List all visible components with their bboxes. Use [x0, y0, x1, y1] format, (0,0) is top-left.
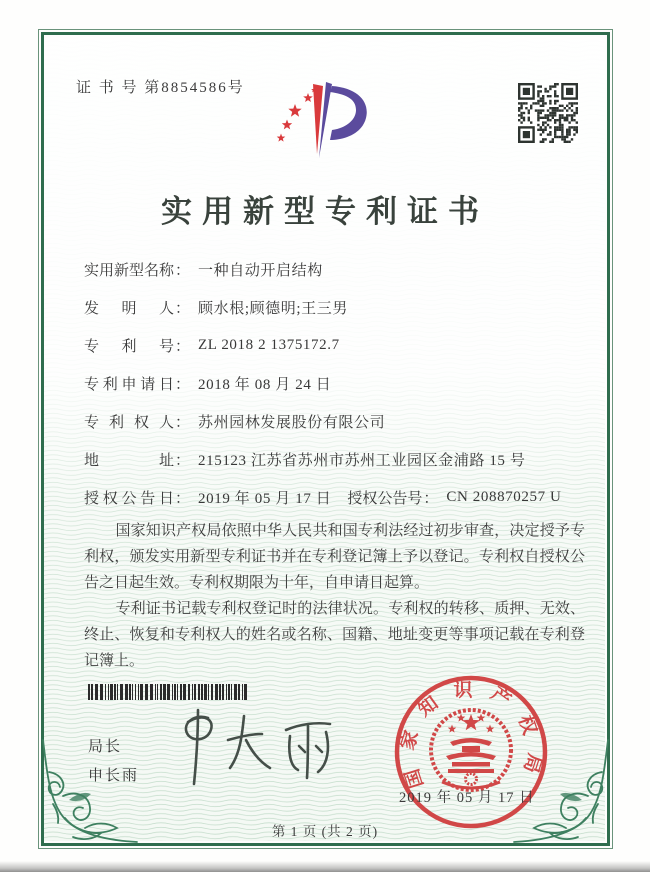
field-value-patent-no: ZL 2018 2 1375172.7: [198, 336, 340, 353]
field-colon: ：: [175, 300, 191, 317]
field-label-name: 实用新型名称: [84, 262, 175, 279]
field-row-patent-no: [84, 326, 589, 364]
field-row-patentee: [84, 402, 589, 440]
field-value-name: 一种自动开启结构: [198, 262, 323, 279]
field-label-patent-no: 专利号: [84, 338, 174, 355]
corner-flourish-right: [512, 738, 612, 846]
field-colon: ：: [175, 490, 191, 507]
seal-date: 2019 年 05 月 17 日: [399, 790, 535, 806]
field-row-inventor: [84, 288, 589, 326]
scan-edge-shadow: [0, 861, 650, 872]
field-value-grant-date: 2019 年 05 月 17 日: [198, 490, 332, 507]
field-label-patentee: 专利权人: [84, 414, 174, 431]
field-value-grant-no: CN 208870257 U: [446, 488, 562, 505]
body-paragraph-1: 国家知识产权局依照中华人民共和国专利法经过初步审查，决定授予专利权，颁发实用新型专利证书并在专利登记簿上予以登记。专利权自授权公告之日起生效。专利权期限为十年，自申请日起算。: [84, 523, 585, 591]
field-label-grant-no: 授权公告号: [347, 490, 423, 507]
certificate-title: 实用新型专利证书: [161, 194, 489, 229]
body-paragraph-2: 专利证书记载专利权登记时的法律状况。专利权的转移、质押、无效、终止、恢复和专利权人的姓名或名称、国籍、地址变更等事项记载在专利登记簿上。: [84, 601, 585, 669]
certificate-number: 证 书 号 第8854586号: [76, 80, 245, 96]
seal-text: 国家知识产权局: [397, 680, 545, 791]
field-label-inventor: 发明人: [84, 300, 174, 317]
legal-text: [84, 518, 585, 674]
national-emblem: [431, 710, 511, 790]
field-row-address: [84, 440, 589, 478]
field-colon: ：: [423, 490, 439, 507]
director-signature: [158, 706, 348, 788]
field-list: [84, 250, 589, 516]
page-footer: 第 1 页 (共 2 页): [271, 824, 379, 839]
field-colon: ：: [175, 376, 191, 393]
field-row-name: [84, 250, 589, 288]
director-title: 局长: [88, 739, 123, 755]
field-colon: ：: [175, 262, 191, 279]
field-row-grant: [84, 478, 589, 516]
field-label-address: 地址: [84, 452, 174, 469]
field-label-grant-date: 授权公告日: [84, 490, 174, 507]
field-grant-no-group: [347, 487, 561, 508]
corner-flourish-left: [39, 738, 139, 846]
field-colon: ：: [175, 414, 191, 431]
field-value-patentee: 苏州园林发展股份有限公司: [198, 414, 386, 431]
field-row-filing-date: [84, 364, 589, 402]
field-value-address: 215123 江苏省苏州市苏州工业园区金浦路 15 号: [198, 452, 526, 469]
qr-code: [518, 83, 578, 143]
field-colon: ：: [175, 338, 191, 355]
cnipa-logo: [266, 80, 372, 166]
field-label-filing-date: 专利申请日: [84, 376, 174, 393]
field-value-inventor: 顾水根;顾德明;王三男: [198, 300, 348, 317]
field-colon: ：: [175, 452, 191, 469]
director-name: 申长雨: [88, 768, 140, 784]
field-value-filing-date: 2018 年 08 月 24 日: [198, 376, 332, 393]
logo-p-bowl: [330, 86, 367, 140]
barcode: [88, 684, 252, 700]
